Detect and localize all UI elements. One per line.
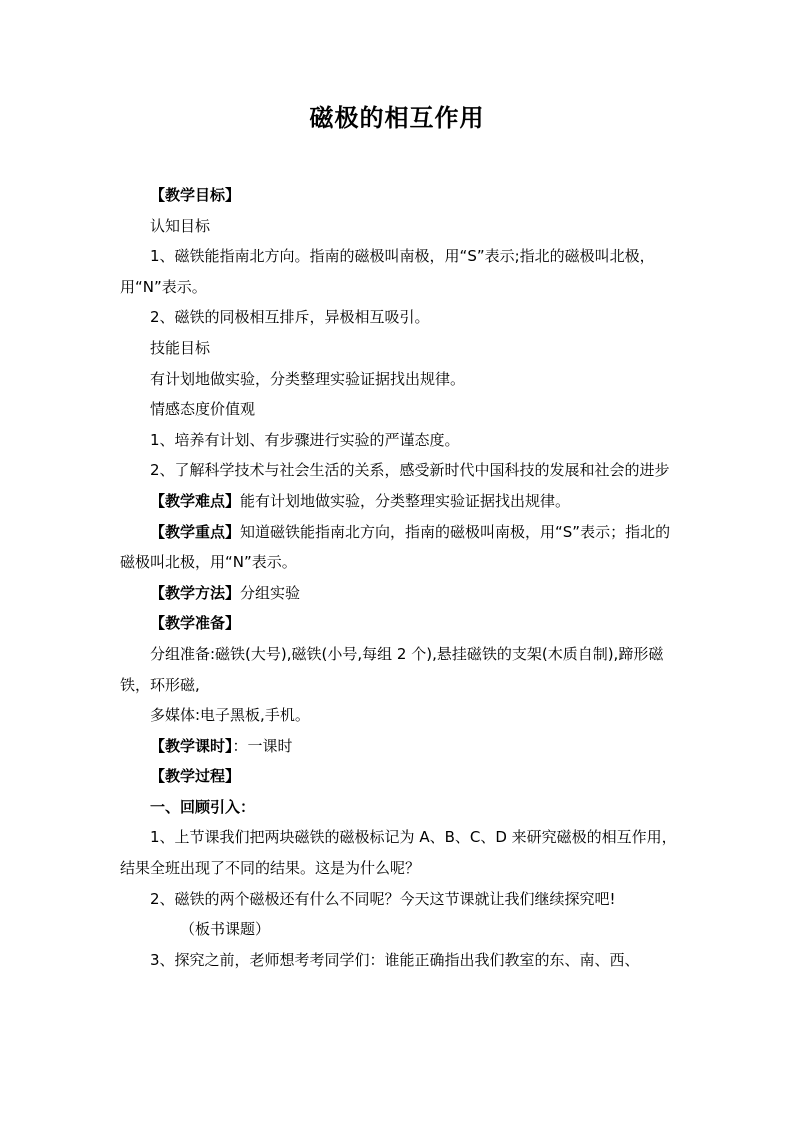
- cognitive-heading: 认知目标: [150, 216, 211, 235]
- method-text: 分组实验: [240, 583, 301, 602]
- process-item-1: 1、上节课我们把两块磁铁的磁极标记为 A、B、C、D 来研究磁极的相互作用，结果全班出现了不同的结果。这是为什么呢？: [120, 828, 677, 878]
- method-label: 【教学方法】: [150, 583, 241, 602]
- document-title: 磁极的相互作用: [309, 104, 485, 132]
- hours-paragraph: [120, 731, 680, 762]
- process-item-3: 3、探究之前，老师想考考同学们：谁能正确指出我们教室的东、南、西、: [150, 950, 640, 969]
- difficulty-label: 【教学难点】: [150, 491, 241, 510]
- key-points-text: 知道磁铁能指南北方向，指南的磁极叫南极，用“S”表示；指北的磁极叫北极，用“N”表示。: [120, 522, 671, 572]
- preparation-group: 分组准备:磁铁(大号),磁铁(小号,每组 2 个),悬挂磁铁的支架(木质自制),蹄形磁铁，环形磁,: [120, 644, 664, 694]
- difficulty-text: 能有计划地做实验，分类整理实验证据找出规律。: [240, 491, 571, 510]
- emotion-item-1: 1、培养有计划、有步骤进行实验的严谨态度。: [150, 430, 460, 449]
- process-section-1: 一、回顾引入：: [150, 797, 256, 816]
- hours-text: ：一课时: [232, 736, 293, 755]
- process-item-2-note: （板书课题）: [180, 920, 271, 939]
- skill-item-1: 有计划地做实验，分类整理实验证据找出规律。: [150, 369, 466, 388]
- method-paragraph: [120, 578, 680, 609]
- cognitive-item-2: 2、磁铁的同极相互排斥，异极相互吸引。: [150, 308, 430, 327]
- emotion-item-2: 2、了解科学技术与社会生活的关系，感受新时代中国科技的发展和社会的进步: [150, 461, 670, 480]
- difficulty-paragraph: [120, 486, 680, 517]
- goals-heading: 【教学目标】: [150, 186, 241, 204]
- key-points-paragraph: [120, 517, 680, 578]
- skill-heading: 技能目标: [150, 338, 211, 357]
- document-body: [120, 180, 680, 975]
- process-item-2: 2、磁铁的两个磁极还有什么不同呢？今天这节课就让我们继续探究吧!: [150, 889, 616, 908]
- preparation-media: 多媒体:电子黑板,手机。: [150, 706, 310, 725]
- key-points-label: 【教学重点】: [150, 522, 241, 541]
- cognitive-item-1: 1、磁铁能指南北方向。指南的磁极叫南极，用“S”表示;指北的磁极叫北极，用“N”表示。: [120, 247, 655, 296]
- process-heading: 【教学过程】: [150, 767, 241, 786]
- emotion-heading: 情感态度价值观: [150, 400, 256, 419]
- preparation-heading: 【教学准备】: [150, 614, 241, 633]
- hours-label: 【教学课时】: [150, 736, 233, 755]
